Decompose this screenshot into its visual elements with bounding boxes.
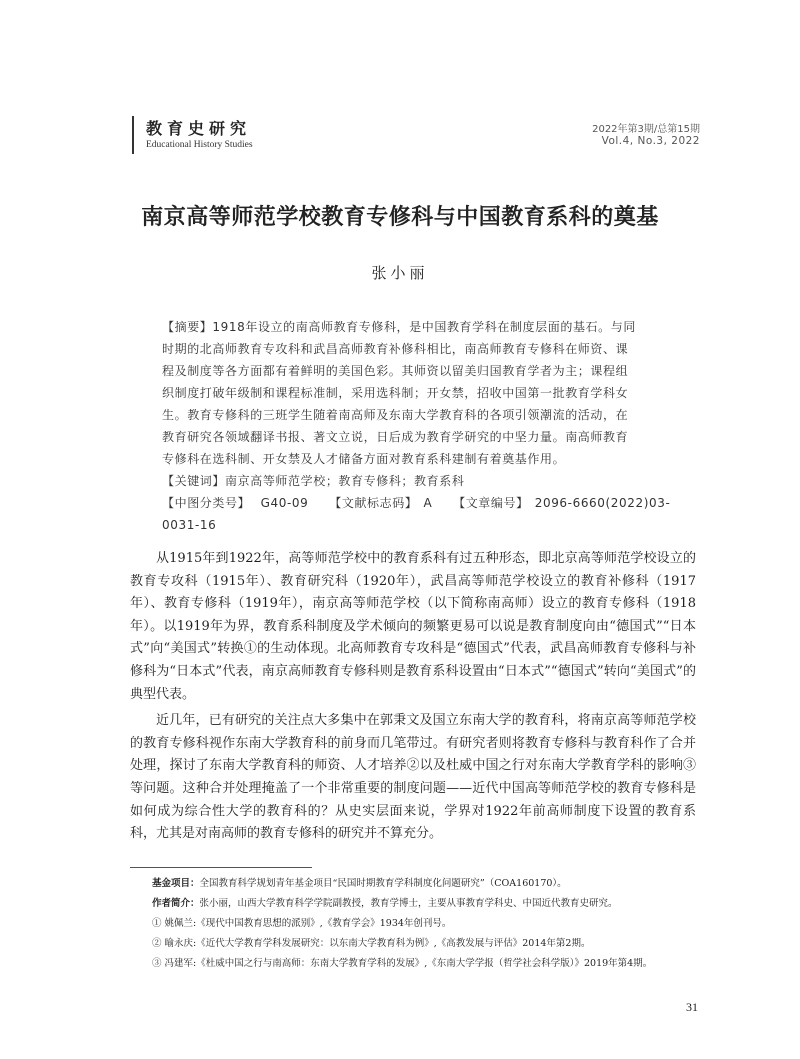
- article-no-label: 【文章编号】: [453, 496, 529, 510]
- abstract-line: 程及制度等各方面都有着鲜明的美国色彩。其师资以留美归国教育学者为主；课程组: [162, 364, 629, 378]
- keywords-text: 南京高等师范学校；教育专修科；教育系科: [225, 474, 465, 488]
- abstract-line: 织制度打破年级制和课程标准制，采用选科制；开女禁，招收中国第一批教育学科女: [162, 386, 629, 400]
- body-text: [130, 548, 696, 850]
- clc-label: 【中图分类号】: [162, 496, 251, 510]
- journal-title-cn: 教育史研究: [146, 119, 252, 138]
- footnote-note: ① 姚佩兰:《现代中国教育思想的派别》,《教育学会》1934年创刊号。: [152, 918, 452, 929]
- abstract-line: 生。教育专修科的三班学生随着南高师及东南大学教育科的各项引领潮流的活动，在: [162, 408, 629, 422]
- fund-text: 全国教育科学规划青年基金项目“民国时期教育学科制度化问题研究”（COA160170）。: [199, 878, 567, 889]
- footnote-author: [152, 894, 712, 914]
- abstract-line-text: 1918年设立的南高师教育专修科，是中国教育学科在制度层面的基石。与同: [212, 320, 636, 334]
- footnotes: [152, 874, 712, 974]
- footnote-divider: [130, 867, 312, 868]
- author-info-label: 作者简介：: [152, 898, 200, 909]
- abstract-label: 【摘要】: [162, 320, 213, 334]
- footnote-note: ② 喻永庆:《近代大学教育学科发展研究：以东南大学教育科为例》,《高教发展与评估》2014年第2期。: [152, 938, 591, 949]
- journal-title-en: Educational History Studies: [146, 140, 253, 150]
- header-divider: [132, 116, 134, 154]
- fund-label: 基金项目：: [152, 878, 200, 889]
- clc-value: G40-09: [260, 496, 309, 510]
- footnote-note: ③ 冯建军:《杜威中国之行与南高师：东南大学教育学科的发展》,《东南大学学报（哲学社会科学版）》2019年第4期。: [152, 958, 653, 969]
- footnote-fund: [152, 874, 712, 894]
- keywords-row: [162, 470, 686, 492]
- page-number: 31: [686, 1000, 698, 1014]
- abstract-line: 时期的北高师教育专攻科和武昌高师教育补修科相比，南高师教育专修科在师资、课: [162, 342, 629, 356]
- article-title: 南京高等师范学校教育专修科与中国教育系科的奠基: [141, 205, 659, 230]
- abstract-line: [162, 316, 686, 338]
- classification-row: [162, 492, 686, 536]
- abstract-block: [162, 316, 686, 536]
- doc-code-label: 【文献标志码】: [329, 496, 418, 510]
- issue-info-cn: 2022年第3期/总第15期: [592, 124, 700, 135]
- abstract-line: 教育研究各领域翻译书报、著文立说，日后成为教育学研究的中坚力量。南高师教育: [162, 430, 629, 444]
- keywords-label: 【关键词】: [162, 474, 226, 488]
- doc-code-value: A: [423, 496, 433, 510]
- body-paragraph: 近几年，已有研究的关注点大多集中在郭秉文及国立东南大学的教育科，将南京高等师范学校的教育专修科视作东南大学教育科的前身而几笔带过。有研究者则将教育专修科与教育科作了合并处理，探讨了东南大学教育科的师资、人才培养②以及杜威中国之行对东南大学教育学科的影响③等问题。这种合并处理掩盖了一个非常重要的制度问题——近代中国高等师范学校的教育专修科是如何成为综合性大学的教育科的？从史实层面来说，学界对1922年前高师制度下设置的教育系科，尤其是对南高师的教育专修科的研究并不算充分。: [130, 713, 696, 842]
- issue-info-en: Vol.4, No.3, 2022: [601, 135, 700, 147]
- body-paragraph: 从1915年到1922年，高等师范学校中的教育系科有过五种形态，即北京高等师范学校设立的教育专攻科（1915年）、教育研究科（1920年），武昌高等师范学校设立的教育补修科（1917年）、教育专修科（1919年），南京高等师范学校（以下简称南高师）设立的教育专修科（1918年）。以1919年为界，教育系科制度及学术倾向的频繁更易可以说是教育制度向由“德国式”“日本式”向“美国式”转换①的生动体现。北高师教育专攻科是“德国式”代表，武昌高师教育专修科与补修科为“日本式”代表，南京高师教育专修科则是教育系科设置由“日本式”“德国式”转向“美国式”的典型代表。: [130, 551, 696, 702]
- article-author: 张小丽: [371, 264, 429, 282]
- article-no-value: 2096-6660(2022)03-0031-16: [162, 496, 671, 532]
- abstract-line: 专修科在选科制、开女禁及人才储备方面对教育系科建制有着奠基作用。: [162, 452, 566, 466]
- author-info-text: 张小丽，山西大学教育科学学院副教授，教育学博士，主要从事教育学科史、中国近代教育史研究。: [199, 898, 618, 909]
